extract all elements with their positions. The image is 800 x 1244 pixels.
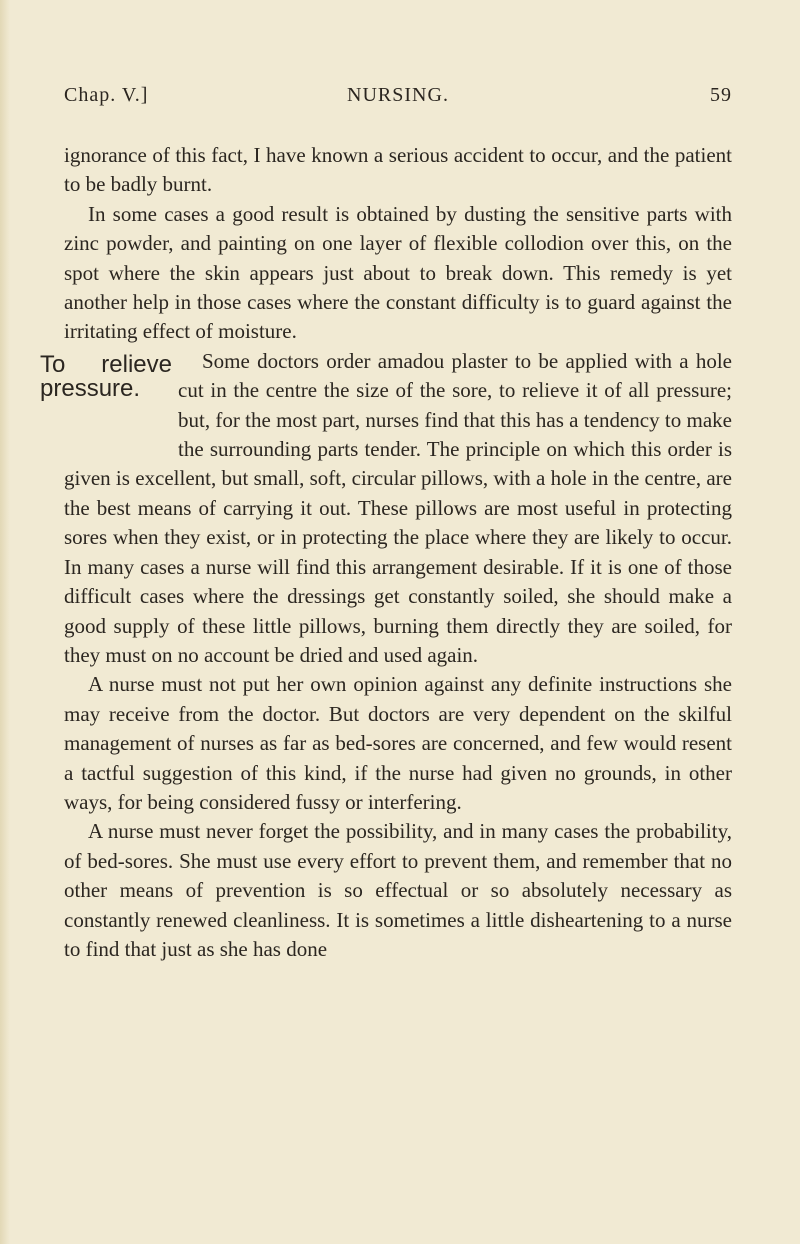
paragraph-text: Some doctors order amadou plaster to be applied with a hole cut in the centre the size of the sore, to relieve it of all pressure; but, for the most part, nurses find that this has a tendency to make the surrounding parts tender. The principle on which this order is given is excellent, but small, soft, circular pillows, with a hole in the centre, are the best means of carrying it out. These pillows are most useful in protecting sores when they exist, or in protecting the place where they are likely to occur. In many cases a nurse will find this arrangement desirable. If it is one of those difficult cases where the dressings get constantly soiled, she should make a good supply of these little pillows, burning them directly they are soiled, for they must on no account be dried and used again. — [64, 348, 732, 667]
chapter-label: Chap. V.] — [64, 84, 149, 106]
body-text — [40, 141, 732, 964]
paragraph: In some cases a good result is obtained by dusting the sensitive parts with zinc powder, and painting on one layer of flexible collodion over this, on the spot where the skin appears just about to break down. This remedy is yet another help in those cases where the constant difficulty is to guard against the irritating effect of moisture. — [64, 201, 732, 344]
paragraph: A nurse must never forget the possibility, and in many cases the probability, of bed-sores. She must use every effort to prevent them, and remember that no other means of prevention is so effectual or so absolutely necessary as constantly renewed cleanliness. It is sometimes a little disheartening to a nurse to find that just as she has done — [64, 819, 732, 961]
margin-note: To relieve pressure. — [40, 350, 172, 402]
running-title: NURSING. — [347, 84, 449, 106]
paragraph: A nurse must not put her own opinion against any definite instructions she may receive from the doctor. But doctors are very dependent on the skilful management of nurses as far as bed-sores are concerned, and few would resent a tactful suggestion of this kind, if the nurse had given no grounds, in other ways, for being considered fussy or interfering. — [64, 672, 732, 814]
paragraph-continued: ignorance of this fact, I have known a serious accident to occur, and the patient to be badly burnt. — [64, 143, 732, 197]
paragraph-with-margin-note — [40, 347, 732, 670]
running-head — [64, 84, 732, 114]
page-edge — [0, 0, 10, 1244]
page-number: 59 — [710, 84, 732, 106]
